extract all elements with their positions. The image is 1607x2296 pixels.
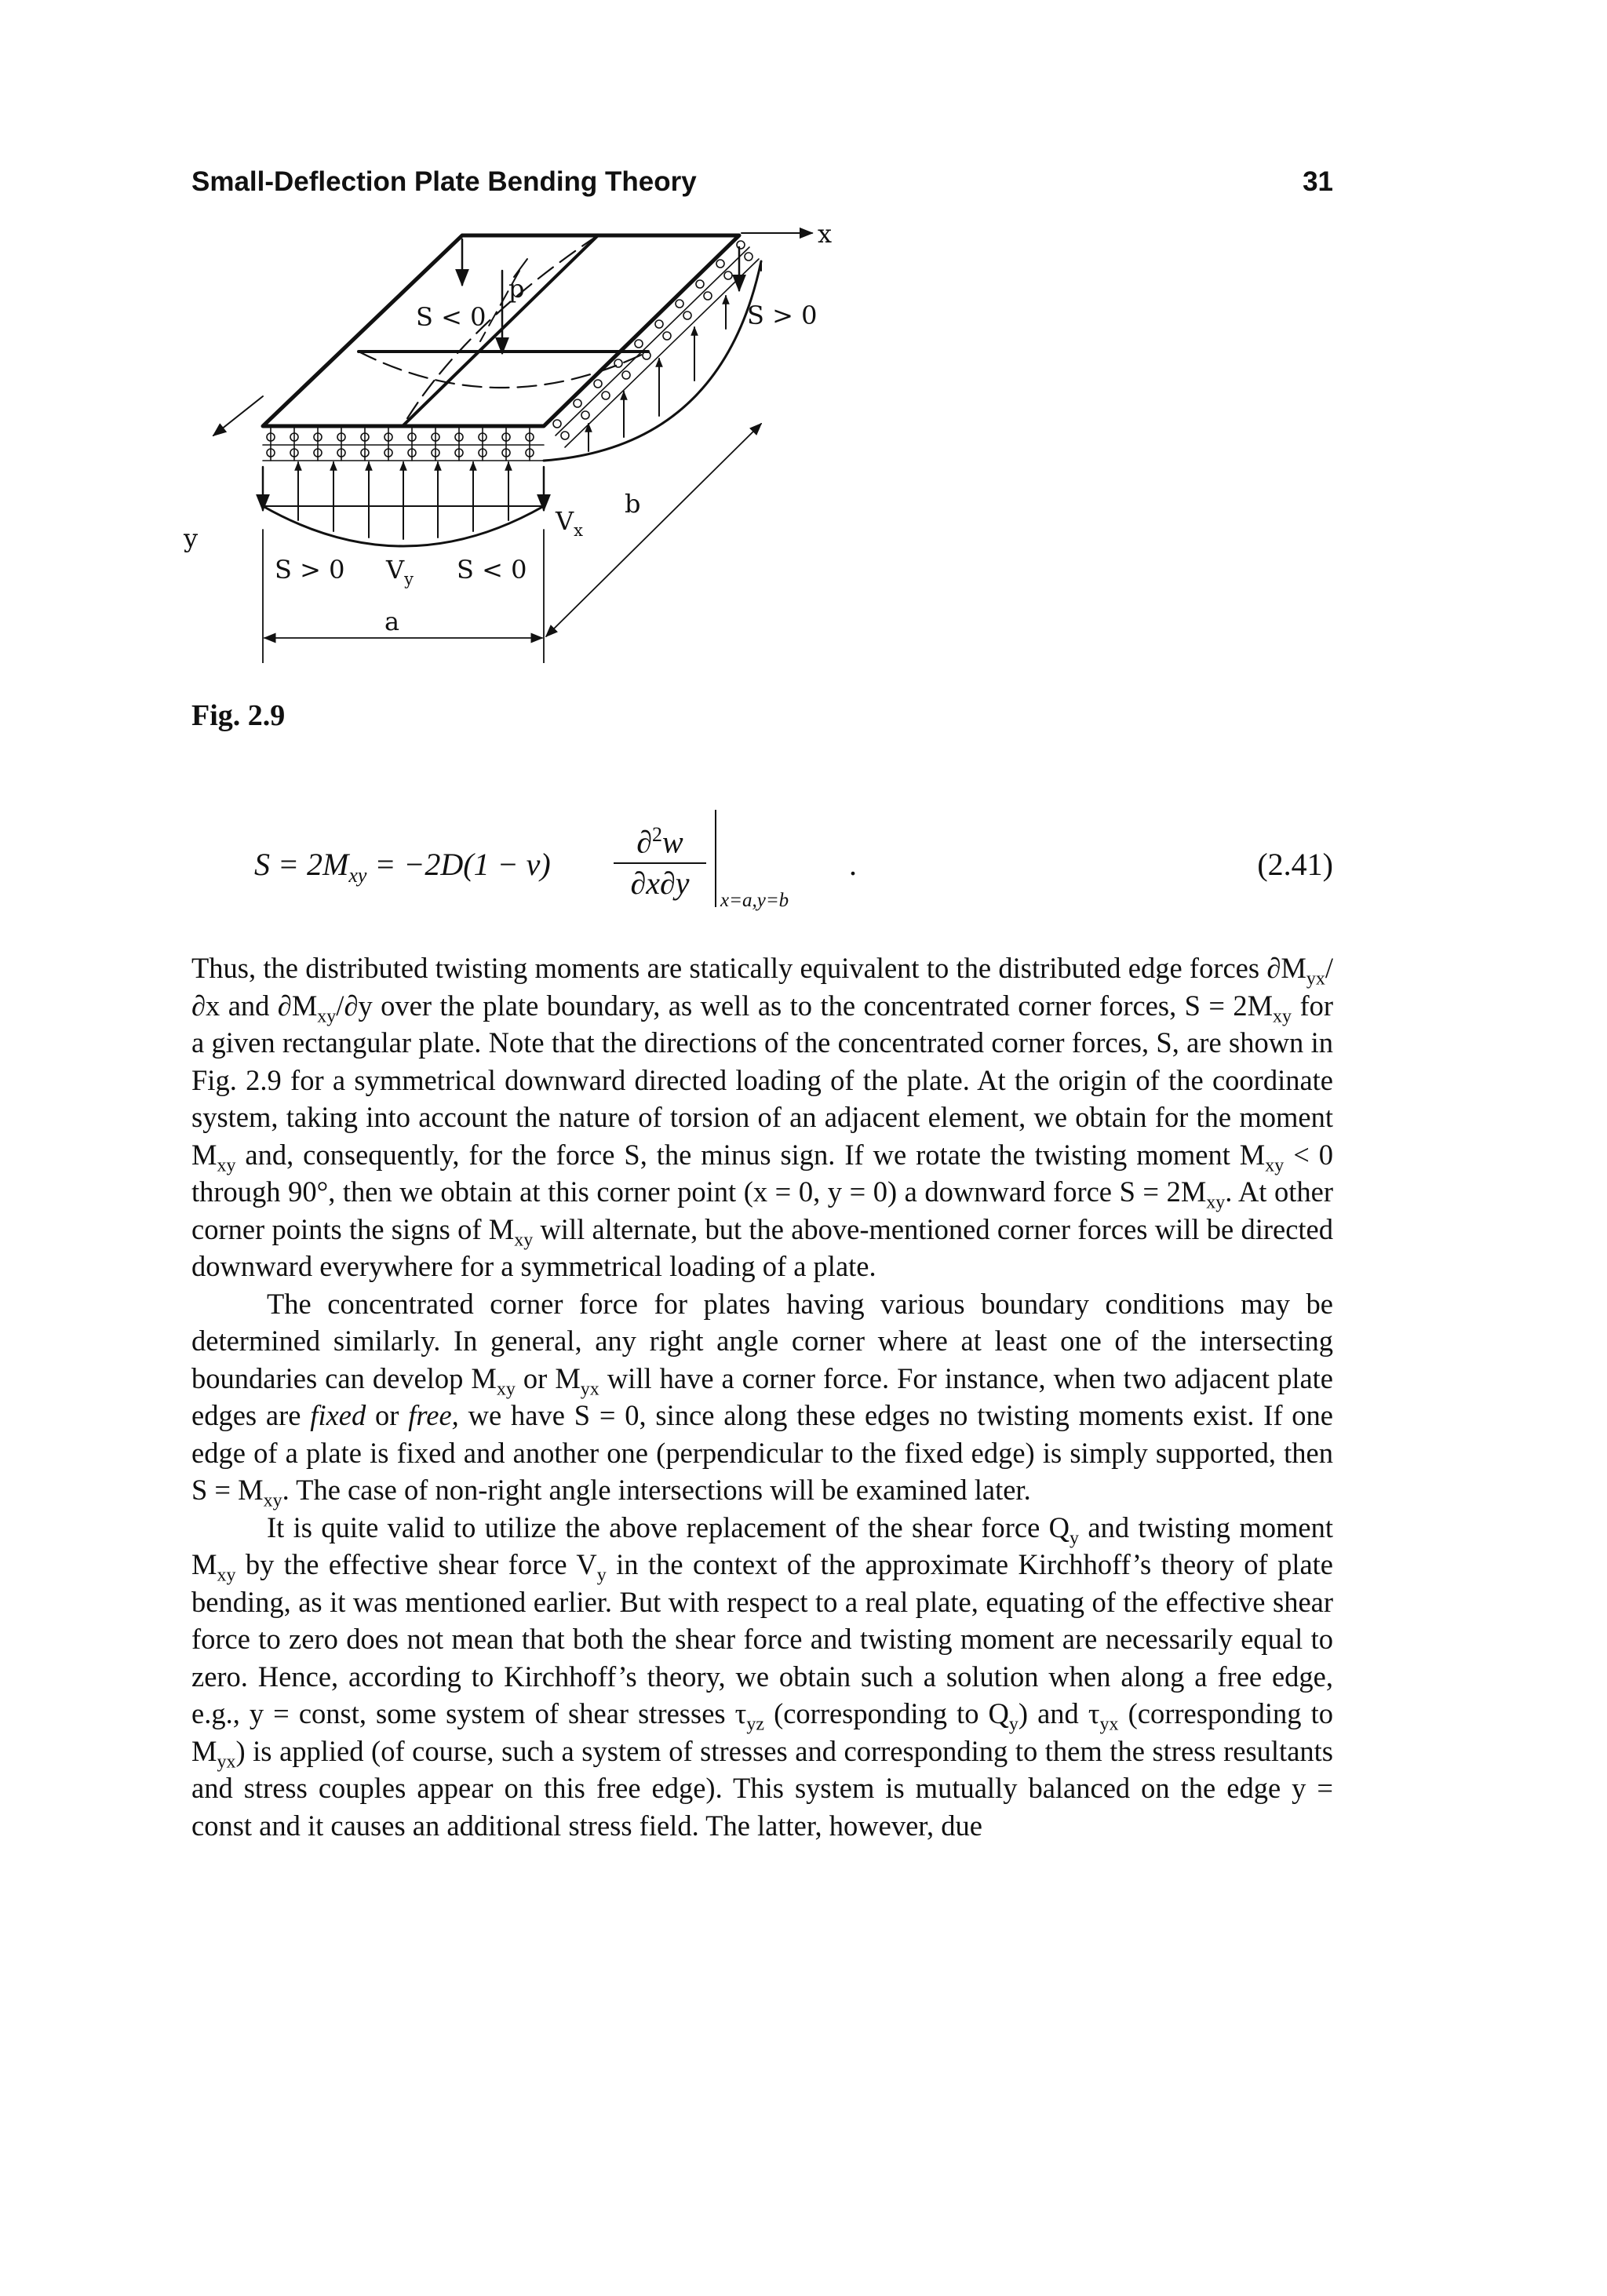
dimension-b-label: b [625,489,641,519]
corner-sign-top-left: S < 0 [416,302,486,332]
equation-fraction: ∂$^2$w ∂x∂y [614,816,706,902]
front-supports [263,426,544,461]
figure-caption: Fig. 2.9 [191,699,286,732]
deflection-curve-x [359,352,648,388]
evaluation-subscript: x=a,y=b [720,890,789,911]
dimension-a-label: a [384,607,400,636]
equation-number: (2.41) [1257,847,1333,882]
corner-sign-bottom-left: S > 0 [275,555,345,585]
equation-2-41: $S = 2M_{xy} = -2D(1 - \nu)$ ∂$^2$w ∂x∂y x=a,y=b . (2.41) [191,800,1333,918]
corner-sign-bottom-right: S < 0 [457,555,527,585]
plate-diagram [180,224,887,663]
load-label: p [508,274,525,304]
evaluation-bar [715,810,716,907]
side-supports [544,235,759,447]
side-reaction-curve [544,261,761,461]
paragraph-2: The concentrated corner force for plates having various boundary conditions may be determined similarly. In general, any right angle corner where at least one of the intersecting boundaries can develop $M_{xy}$ or $M_{yx}$ will have a corner force. For instance, when two adjacent plate edges are fixed or free, we have S = 0, since along these edges no twisting moments exist. If one edge of a plate is fixed and another one (perpendicular to the fixed edge) is simply supported, then $S = M_{xy}$. The case of non-right angle intersections will be examined later. [191,1287,1333,1511]
running-head [191,163,1333,201]
running-title: Small-Deflection Plate Bending Theory [191,166,697,197]
paragraph-1: Thus, the distributed twisting moments are statically equivalent to the distributed edge forces $\partial M_{yx}/\partial x$ and $\partial M_{xy}/\partial y$ over the plate boundary, as well as to the concentrated corner forces, $S = 2M_{xy}$ for a given rectangular plate. Note that the directions of the concentrated corner forces, S, are shown in Fig. 2.9 for a symmetrical downward directed loading of the plate. At the origin of the coordinate system, taking into account the nature of torsion of an adjacent element, we obtain for the moment $M_{xy}$ and, consequently, for the force S, the minus sign. If we rotate the twisting moment $M_{xy} < 0$ through 90°, then we obtain at this corner point (x = 0, y = 0) a downward force $S = 2M_{xy}$. At other corner points the signs of $M_{xy}$ will alternate, but the above-mentioned corner forces will be directed downward everywhere for a symmetrical loading of a plate. [191,952,1334,1282]
shear-vy-label: $V_y$ [386,555,414,589]
body-text [191,949,1333,1844]
y-axis-label: y [184,523,199,553]
paragraph-3: It is quite valid to utilize the above replacement of the shear force $Q_y$ and twisting moment $M_{xy}$ by the effective shear force $V_y$ in the context of the approximate Kirchhoff’s theory of plate bending, as it was mentioned earlier. But with respect to a real plate, equating of the effective shear force to zero does not mean that both the shear force and twisting moment are necessarily equal to zero. Hence, according to Kirchhoff’s theory, we obtain such a solution when along a free edge, e.g., y = const, some system of shear stresses $\tau_{yz}$ (corresponding to $Q_y$) and $\tau_{yx}$ (corresponding to $M_{yx}$) is applied (of course, such a system of stresses and corresponding to them the stress resultants and stress couples appear on this free edge). This system is mutually balanced on the edge y = const and it causes an additional stress field. The latter, however, due [191,1511,1334,1842]
equation-lhs: $S = 2M_{xy} = -2D(1 - \nu)$ [254,847,551,887]
corner-sign-top-right: S > 0 [747,301,818,330]
page-number: 31 [1303,166,1333,197]
y-axis-line [213,396,263,436]
x-axis-label: x [818,224,833,249]
shear-vx-label: $V_x$ [556,506,583,540]
